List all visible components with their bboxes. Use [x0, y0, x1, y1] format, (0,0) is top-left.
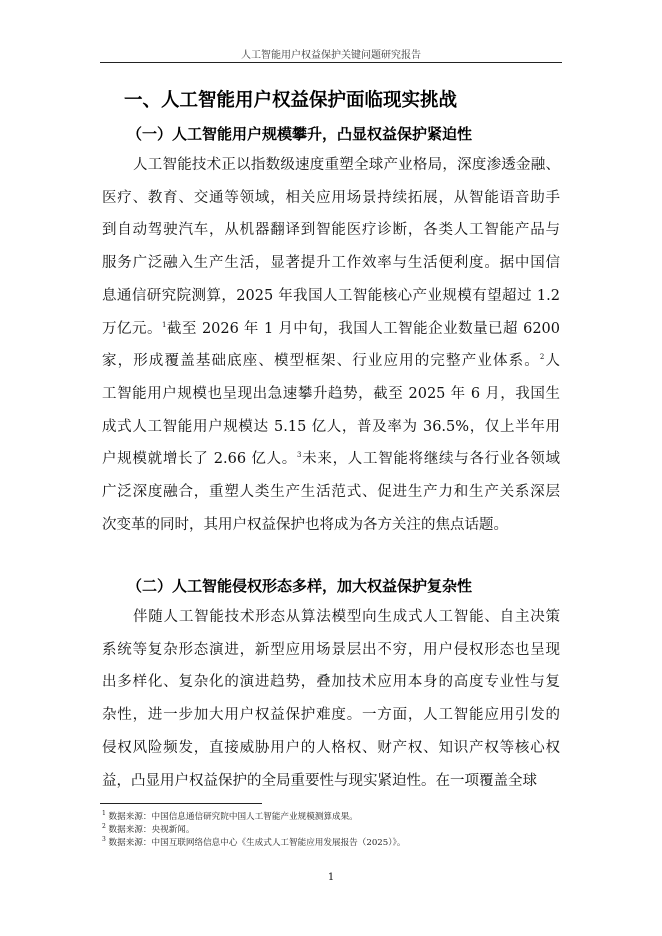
text-run: 人 — [544, 353, 560, 370]
paragraph-line — [102, 638, 560, 659]
footnote-ref: 2 — [539, 353, 545, 362]
text-run: 伴随人工智能技术形态从算法模型向生成式人工智能、自主决策 — [133, 609, 560, 625]
text-run: 未来，人工智能将继续与各行业各领域 — [301, 451, 560, 468]
text-run: 截至 2026 年 1 月中旬，我国人工智能企业数量已超 6200 — [166, 320, 561, 337]
paragraph-line — [102, 218, 560, 239]
text-run: 工智能用户规模也呈现出急速攀升趋势，截至 2025 年 6 月，我国生 — [102, 385, 560, 402]
subsection-heading-2: （二）人工智能侵权形态多样，加大权益保护复杂性 — [127, 577, 473, 595]
paragraph-line — [102, 670, 560, 691]
paragraph-line — [102, 703, 560, 724]
footnote-number: 2 — [102, 823, 106, 830]
text-run: 家，形成覆盖基础底座、模型框架、行业应用的完整产业体系。 — [102, 353, 540, 370]
running-header: 人工智能用户权益保护关键问题研究报告 — [241, 50, 421, 61]
text-run: 息通信研究院测算，2025 年我国人工智能核心产业规模有望超过 1.2 — [102, 287, 560, 304]
paragraph-line — [102, 186, 560, 207]
text-run: 出多样化、复杂化的演进趋势，叠加技术应用本身的高度专业性与复 — [102, 674, 560, 691]
paragraph-line — [102, 513, 560, 534]
page-number: 1 — [327, 872, 335, 883]
text-run: 广泛深度融合，重塑人类生产生活范式、促进生产力和生产关系深层 — [102, 484, 560, 500]
paragraph-line — [102, 415, 560, 436]
paragraph-line — [102, 349, 560, 370]
text-run: 万亿元。 — [102, 320, 162, 337]
paragraph-line — [102, 284, 560, 305]
text-run: 医疗、教育、交通等领域，相关应用场景持续拓展，从智能语音助手 — [102, 189, 560, 206]
subsection-heading-1: （一）人工智能用户规模攀升，凸显权益保护紧迫性 — [127, 125, 473, 143]
footnote-item — [102, 823, 195, 835]
footnote-item — [102, 836, 405, 848]
section-heading: 一、人工智能用户权益保护面临现实挑战 — [124, 90, 458, 111]
footnote-text: 数据来源：中国信息通信研究院中国人工智能产业规模测算成果。 — [105, 812, 358, 822]
text-run: 到自动驾驶汽车，从机器翻译到智能医疗诊断，各类人工智能产品与 — [102, 222, 560, 239]
footnote-ref: 1 — [161, 320, 167, 329]
footnote-number: 3 — [102, 836, 106, 843]
footnote-text: 数据来源：中国互联网络信息中心《生成式人工智能应用发展报告（2025）》。 — [105, 838, 406, 848]
paragraph-line — [102, 382, 560, 403]
text-run: 成式人工智能用户规模达 5.15 亿人，普及率为 36.5%，仅上半年用 — [102, 418, 560, 435]
paragraph-line — [102, 769, 560, 790]
text-run: 杂性，进一步加大用户权益保护难度。一方面，人工智能应用引发的 — [102, 707, 560, 724]
footnote-text: 数据来源：央视新闻。 — [105, 825, 195, 835]
text-run: 侵权风险频发，直接威胁用户的人格权、财产权、知识产权等核心权 — [102, 739, 560, 756]
paragraph-line — [102, 317, 560, 338]
text-run: 人工智能技术正以指数级速度重塑全球产业格局，深度渗透金融、 — [133, 157, 560, 173]
footnote-item — [102, 810, 358, 822]
text-run: 益，凸显用户权益保护的全局重要性与现实紧迫性。在一项覆盖全球 — [102, 772, 537, 789]
paragraph-line — [133, 153, 560, 174]
header-rule — [100, 62, 562, 63]
footnote-ref: 3 — [297, 451, 302, 460]
text-run: 户规模就增长了 2.66 亿人。 — [102, 451, 297, 468]
paragraph-line — [102, 251, 560, 272]
text-run: 系统等复杂形态演进，新型应用场景层出不穷，用户侵权形态也呈现 — [102, 641, 560, 658]
paragraph-line — [102, 736, 560, 757]
text-run: 服务广泛融入生产生活，显著提升工作效率与生活便利度。据中国信 — [102, 255, 560, 272]
paragraph-line — [102, 480, 560, 501]
footnote-number: 1 — [102, 810, 106, 817]
text-run: 次变革的同时，其用户权益保护也将成为各方关注的焦点话题。 — [102, 516, 508, 533]
footnote-rule — [100, 803, 262, 804]
paragraph-line — [133, 605, 560, 626]
paragraph-line — [102, 447, 560, 468]
